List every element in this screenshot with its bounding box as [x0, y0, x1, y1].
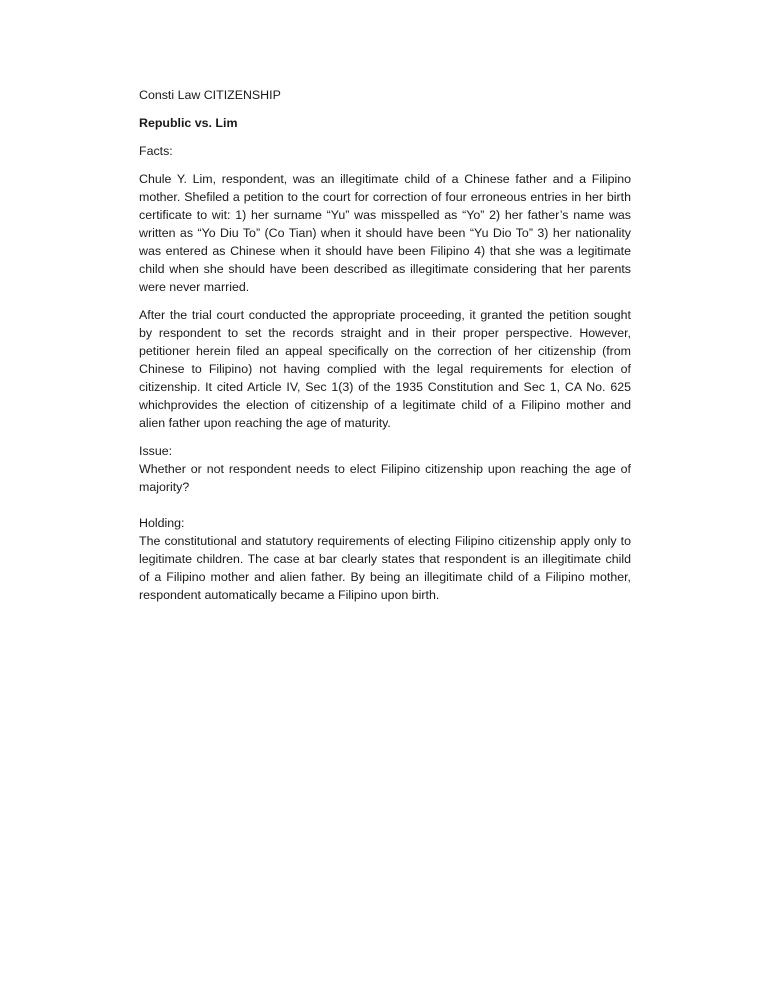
issue-label: Issue: [139, 444, 173, 458]
facts-paragraph: After the trial court conducted the appropriate proceeding, it granted the petition sought by respondent to set the records straight and in their proper perspective. However, petitioner herein filed an appeal specifically on the correction of her citizenship (from Chinese to Filipino) not having complied with the legal requirements for election of citizenship. It cited Article IV, Sec 1(3) of the 1935 Constitution and Sec 1, CA No. 625 whichprovides the election of citizenship of a legitimate child of a Filipino mother and alien father upon reaching the age of maturity. [139, 308, 631, 430]
case-name-heading: Republic vs. Lim [139, 116, 238, 130]
document-body [139, 86, 631, 622]
holding-label: Holding: [139, 516, 185, 530]
facts-paragraph: Chule Y. Lim, respondent, was an illegitimate child of a Chinese father and a Filipino mother. Shefiled a petition to the court for correction of four erroneous entries in her birth certificate to wit: 1) her surname “Yu” was misspelled as “Yo” 2) her father’s name was written as “Yo Diu To” (Co Tian) when it should have been “Yu Dio To” 3) her nationality was entered as Chinese when it should have been Filipino 4) that she was a legitimate child when she should have been described as illegitimate considering that her parents were never married. [139, 172, 631, 294]
document-title: Consti Law CITIZENSHIP [139, 88, 281, 102]
holding-text: The constitutional and statutory requirements of electing Filipino citizenship apply only to legitimate children. The case at bar clearly states that respondent is an illegitimate child of a Filipino mother and alien father. By being an illegitimate child of a Filipino mother, respondent automatically became a Filipino upon birth. [139, 534, 631, 602]
facts-label: Facts: [139, 144, 173, 158]
issue-text: Whether or not respondent needs to elect Filipino citizenship upon reaching the age of majority? [139, 462, 631, 494]
